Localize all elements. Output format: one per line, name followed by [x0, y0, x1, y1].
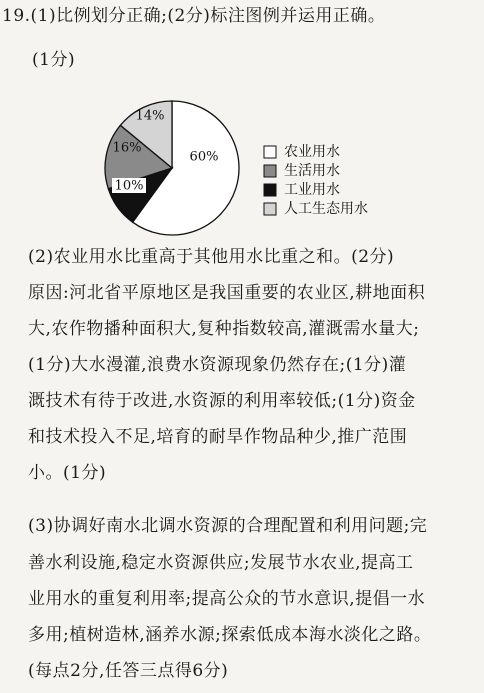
line-measures-3: 多用;植树造林,涵养水源;探索低成本海水淡化之路。 — [28, 625, 432, 645]
line-measures-1: 善水利设施,稳定水资源供应;发展节水农业,提高工 — [28, 553, 414, 573]
line-reason-5: 和技术投入不足,培育的耐旱作物品种少,推广范围 — [28, 427, 408, 447]
legend-swatch — [264, 165, 276, 177]
water-use-pie-chart — [0, 0, 484, 260]
pie-slice-label: 60% — [189, 149, 219, 165]
legend-label: 工业用水 — [284, 182, 340, 198]
pie-slice-label: 14% — [135, 108, 165, 124]
legend-swatch — [264, 146, 276, 158]
line-q19-part1: 19.(1)比例划分正确;(2分)标注图例并运用正确。 — [2, 6, 386, 26]
legend-swatch — [264, 203, 276, 215]
legend-label: 生活用水 — [284, 163, 340, 179]
line-reason-2: 大,农作物播种面积大,复种指数较高,灌溉需水量大; — [28, 319, 420, 339]
line-reason-3: (1分)大水漫灌,浪费水资源现象仍然存在;(1分)灌 — [28, 355, 407, 375]
line-q19-part3: (3)协调好南水北调水资源的合理配置和利用问题;完 — [28, 516, 428, 536]
legend-label: 农业用水 — [284, 144, 340, 160]
line-q19-part1-score: (1分) — [32, 50, 76, 70]
legend-label: 人工生态用水 — [284, 201, 368, 217]
pie-slice-label: 16% — [112, 140, 142, 156]
pie-slice-label: 10% — [114, 178, 144, 194]
line-reason-4: 溉技术有待于改进,水资源的利用率较低;(1分)资金 — [28, 391, 416, 411]
line-scoring-note: (每点2分,任答三点得6分) — [28, 661, 229, 681]
legend-swatch — [264, 184, 276, 196]
line-reason-1: 原因:河北省平原地区是我国重要的农业区,耕地面积 — [28, 283, 426, 303]
line-reason-6: 小。(1分) — [28, 463, 107, 483]
line-measures-2: 业用水的重复利用率;提高公众的节水意识,提倡一水 — [28, 589, 426, 609]
line-q19-part2: (2)农业用水比重高于其他用水比重之和。(2分) — [28, 247, 395, 267]
pie-chart-svg — [0, 0, 484, 260]
